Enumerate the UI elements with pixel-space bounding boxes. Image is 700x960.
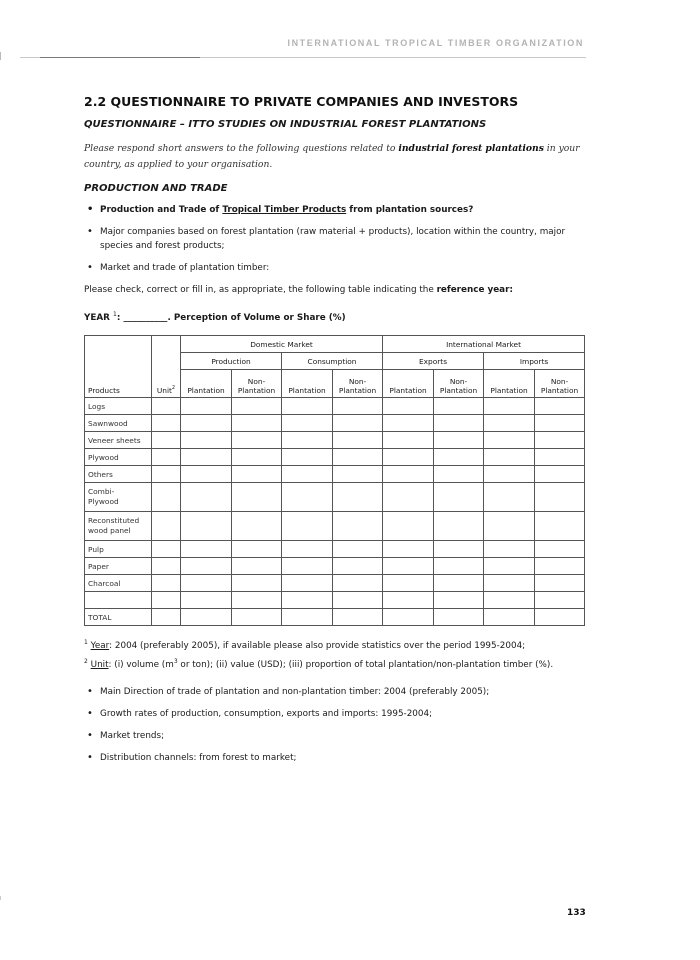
input-cell[interactable] (535, 575, 585, 592)
consumption-header: Consumption (282, 353, 383, 370)
input-cell[interactable] (535, 398, 585, 415)
input-cell[interactable] (181, 432, 232, 449)
input-cell[interactable] (333, 432, 383, 449)
input-cell[interactable] (383, 398, 434, 415)
year-line (84, 311, 584, 323)
product-cell: TOTAL (85, 609, 152, 626)
input-cell[interactable] (383, 466, 434, 483)
bullet-list (84, 203, 584, 275)
cell-line: Plywood (88, 497, 119, 506)
input-cell[interactable] (181, 449, 232, 466)
input-cell[interactable] (434, 466, 484, 483)
input-cell[interactable] (333, 512, 383, 541)
subheading-production-trade: PRODUCTION AND TRADE (84, 183, 228, 194)
bullet-item: • Main Direction of trade of plantation and non-plantation timber: 2004 (preferably 2005); (84, 685, 584, 699)
input-cell[interactable] (484, 541, 535, 558)
table-row (85, 575, 585, 592)
input-cell[interactable] (383, 449, 434, 466)
input-cell[interactable] (333, 575, 383, 592)
input-cell[interactable] (181, 558, 232, 575)
input-cell[interactable] (181, 541, 232, 558)
input-cell[interactable] (333, 609, 383, 626)
instruction-paragraph (84, 283, 584, 297)
intro-paragraph (84, 141, 584, 173)
product-cell: Sawnwood (85, 415, 152, 432)
input-cell[interactable] (282, 415, 333, 432)
input-cell[interactable] (535, 558, 585, 575)
instruction-bold: reference year: (436, 285, 513, 295)
instruction-text: Please check, correct or fill in, as appropriate, the following table indicating the (84, 285, 437, 295)
input-cell[interactable] (434, 432, 484, 449)
input-cell[interactable] (383, 415, 434, 432)
input-cell[interactable] (181, 512, 232, 541)
page-content (84, 94, 584, 773)
input-cell[interactable] (535, 609, 585, 626)
input-cell[interactable] (484, 398, 535, 415)
footnotes (84, 635, 584, 673)
intro-text-b: in your country, as applied to your organisation. (84, 143, 580, 170)
table-row (85, 558, 585, 575)
input-cell[interactable] (535, 483, 585, 512)
table-row (85, 541, 585, 558)
input-cell[interactable] (181, 609, 232, 626)
input-cell[interactable] (232, 592, 282, 609)
input-cell[interactable] (152, 449, 181, 466)
unit-header (152, 336, 181, 398)
non-plantation-header (535, 370, 585, 398)
production-header: Production (181, 353, 282, 370)
input-cell[interactable] (434, 483, 484, 512)
input-cell[interactable] (232, 575, 282, 592)
input-cell[interactable] (333, 449, 383, 466)
input-cell[interactable] (383, 575, 434, 592)
table-body (85, 398, 585, 626)
product-cell (85, 592, 152, 609)
input-cell[interactable] (181, 466, 232, 483)
exports-header: Exports (383, 353, 484, 370)
non-plantation-line2: Plantation (237, 386, 276, 395)
input-cell[interactable] (434, 415, 484, 432)
bullet-item: • Market trends; (84, 729, 584, 743)
input-cell[interactable] (434, 398, 484, 415)
input-cell[interactable] (232, 415, 282, 432)
intro-bold: industrial forest plantations (398, 143, 544, 154)
footnote-1 (84, 635, 584, 654)
input-cell[interactable] (282, 558, 333, 575)
table-row (85, 449, 585, 466)
footnote-number: 2 (84, 658, 88, 665)
input-cell[interactable] (484, 558, 535, 575)
plantation-header: Plantation (484, 370, 535, 398)
input-cell[interactable] (383, 609, 434, 626)
input-cell[interactable] (232, 609, 282, 626)
volume-share-table (84, 335, 585, 626)
footnote-ref: 1 (113, 311, 117, 318)
product-cell (85, 483, 152, 512)
input-cell[interactable] (535, 449, 585, 466)
international-market-header: International Market (383, 336, 585, 353)
input-cell[interactable] (232, 432, 282, 449)
input-cell[interactable] (152, 541, 181, 558)
input-cell[interactable] (152, 609, 181, 626)
input-cell[interactable] (152, 558, 181, 575)
input-cell[interactable] (282, 483, 333, 512)
footnote-text: : 2004 (preferably 2005), if available please also provide statistics over the period 1995-2004; (109, 641, 526, 651)
input-cell[interactable] (152, 398, 181, 415)
cell-line: Combi- (88, 487, 115, 496)
imports-header: Imports (484, 353, 585, 370)
input-cell[interactable] (484, 609, 535, 626)
input-cell[interactable] (535, 592, 585, 609)
footnote-number: 1 (84, 639, 88, 646)
plantation-header: Plantation (181, 370, 232, 398)
product-cell: Pulp (85, 541, 152, 558)
running-header: INTERNATIONAL TROPICAL TIMBER ORGANIZATION (287, 38, 584, 48)
input-cell[interactable] (434, 609, 484, 626)
input-cell[interactable] (535, 541, 585, 558)
input-cell[interactable] (232, 558, 282, 575)
non-plantation-header (333, 370, 383, 398)
input-cell[interactable] (484, 512, 535, 541)
edge-mark (0, 52, 1, 60)
bullet-list-after (84, 685, 584, 765)
input-cell[interactable] (484, 449, 535, 466)
footnote-text: or ton); (ii) value (USD); (iii) proportion of total plantation/non-plantation timber (%). (177, 660, 554, 670)
footnote-text: : (i) volume (m (108, 660, 174, 670)
non-plantation-header (232, 370, 282, 398)
input-cell[interactable] (282, 609, 333, 626)
non-plantation-line1: Non- (550, 377, 569, 386)
input-cell[interactable] (333, 541, 383, 558)
table-row (85, 592, 585, 609)
input-cell[interactable] (152, 466, 181, 483)
table-row (85, 415, 585, 432)
input-cell[interactable] (181, 398, 232, 415)
year-line-text: : __________. Perception of Volume or Share (%) (116, 313, 346, 323)
input-cell[interactable] (181, 592, 232, 609)
bullet-text: Production and Trade of (100, 205, 223, 215)
input-cell[interactable] (333, 415, 383, 432)
input-cell[interactable] (535, 432, 585, 449)
unit-label: Unit (156, 386, 172, 395)
input-cell[interactable] (282, 466, 333, 483)
table-row (85, 483, 585, 512)
input-cell[interactable] (232, 466, 282, 483)
non-plantation-header (434, 370, 484, 398)
input-cell[interactable] (484, 592, 535, 609)
input-cell[interactable] (383, 541, 434, 558)
questionnaire-title: QUESTIONNAIRE – ITTO STUDIES ON INDUSTRIAL FOREST PLANTATIONS (84, 119, 487, 130)
input-cell[interactable] (282, 449, 333, 466)
input-cell[interactable] (232, 541, 282, 558)
footnote-label: Unit (90, 660, 109, 670)
non-plantation-line1: Non- (348, 377, 367, 386)
table-row (85, 432, 585, 449)
footnote-2 (84, 654, 584, 673)
input-cell[interactable] (333, 483, 383, 512)
footnote-label: Year (90, 641, 110, 651)
input-cell[interactable] (434, 575, 484, 592)
bullet-item: • Growth rates of production, consumption, exports and imports: 1995-2004; (84, 707, 584, 721)
input-cell[interactable] (232, 398, 282, 415)
input-cell[interactable] (181, 483, 232, 512)
input-cell[interactable] (383, 483, 434, 512)
input-cell[interactable] (383, 432, 434, 449)
edge-mark (0, 896, 1, 900)
input-cell[interactable] (535, 415, 585, 432)
input-cell[interactable] (484, 432, 535, 449)
plantation-header: Plantation (383, 370, 434, 398)
input-cell[interactable] (383, 592, 434, 609)
page-number: 133 (567, 908, 586, 918)
input-cell[interactable] (383, 512, 434, 541)
intro-text-a: Please respond short answers to the following questions related to (84, 143, 399, 154)
input-cell[interactable] (434, 541, 484, 558)
input-cell[interactable] (383, 558, 434, 575)
plantation-header: Plantation (282, 370, 333, 398)
product-cell: Charcoal (85, 575, 152, 592)
input-cell[interactable] (484, 466, 535, 483)
input-cell[interactable] (535, 466, 585, 483)
year-label: YEAR (84, 313, 110, 323)
product-cell: Paper (85, 558, 152, 575)
product-cell: Others (85, 466, 152, 483)
input-cell[interactable] (282, 398, 333, 415)
input-cell[interactable] (333, 592, 383, 609)
table-row (85, 512, 585, 541)
section-title: 2.2 QUESTIONNAIRE TO PRIVATE COMPANIES AND INVESTORS (84, 94, 519, 109)
product-cell: Plywood (85, 449, 152, 466)
input-cell[interactable] (484, 483, 535, 512)
input-cell[interactable] (282, 592, 333, 609)
input-cell[interactable] (181, 415, 232, 432)
table-header-row (85, 336, 585, 353)
input-cell[interactable] (434, 512, 484, 541)
non-plantation-line2: Plantation (439, 386, 478, 395)
input-cell[interactable] (535, 512, 585, 541)
header-rule-accent (40, 57, 200, 58)
input-cell[interactable] (152, 512, 181, 541)
table-row (85, 609, 585, 626)
input-cell[interactable] (484, 415, 535, 432)
input-cell[interactable] (152, 483, 181, 512)
superscript: 3 (173, 658, 178, 665)
input-cell[interactable] (282, 432, 333, 449)
product-cell: Veneer sheets (85, 432, 152, 449)
bullet-item (84, 203, 584, 217)
cell-line: Reconstituted (88, 516, 140, 525)
non-plantation-line1: Non- (247, 377, 266, 386)
input-cell[interactable] (434, 592, 484, 609)
non-plantation-line2: Plantation (540, 386, 579, 395)
input-cell[interactable] (232, 512, 282, 541)
bullet-item: • Major companies based on forest plantation (raw material + products), location within the country, major species and forest products; (84, 225, 584, 253)
cell-line: wood panel (88, 526, 131, 535)
input-cell[interactable] (232, 449, 282, 466)
footnote-ref: 2 (171, 385, 176, 391)
products-header: Products (85, 336, 152, 398)
input-cell[interactable] (152, 592, 181, 609)
input-cell[interactable] (232, 483, 282, 512)
bullet-item: • Distribution channels: from forest to market; (84, 751, 584, 765)
input-cell[interactable] (434, 449, 484, 466)
product-cell (85, 512, 152, 541)
input-cell[interactable] (484, 575, 535, 592)
input-cell[interactable] (333, 398, 383, 415)
table-row (85, 466, 585, 483)
underlined-term: Tropical Timber Products (222, 205, 347, 215)
non-plantation-line2: Plantation (338, 386, 377, 395)
input-cell[interactable] (333, 558, 383, 575)
input-cell[interactable] (282, 512, 333, 541)
non-plantation-line1: Non- (449, 377, 468, 386)
input-cell[interactable] (282, 575, 333, 592)
input-cell[interactable] (152, 575, 181, 592)
product-cell: Logs (85, 398, 152, 415)
input-cell[interactable] (152, 415, 181, 432)
input-cell[interactable] (181, 575, 232, 592)
input-cell[interactable] (152, 432, 181, 449)
input-cell[interactable] (434, 558, 484, 575)
bullet-item: • Market and trade of plantation timber: (84, 261, 584, 275)
input-cell[interactable] (333, 466, 383, 483)
table-row (85, 398, 585, 415)
input-cell[interactable] (282, 541, 333, 558)
bullet-text: from plantation sources? (346, 205, 474, 215)
domestic-market-header: Domestic Market (181, 336, 383, 353)
